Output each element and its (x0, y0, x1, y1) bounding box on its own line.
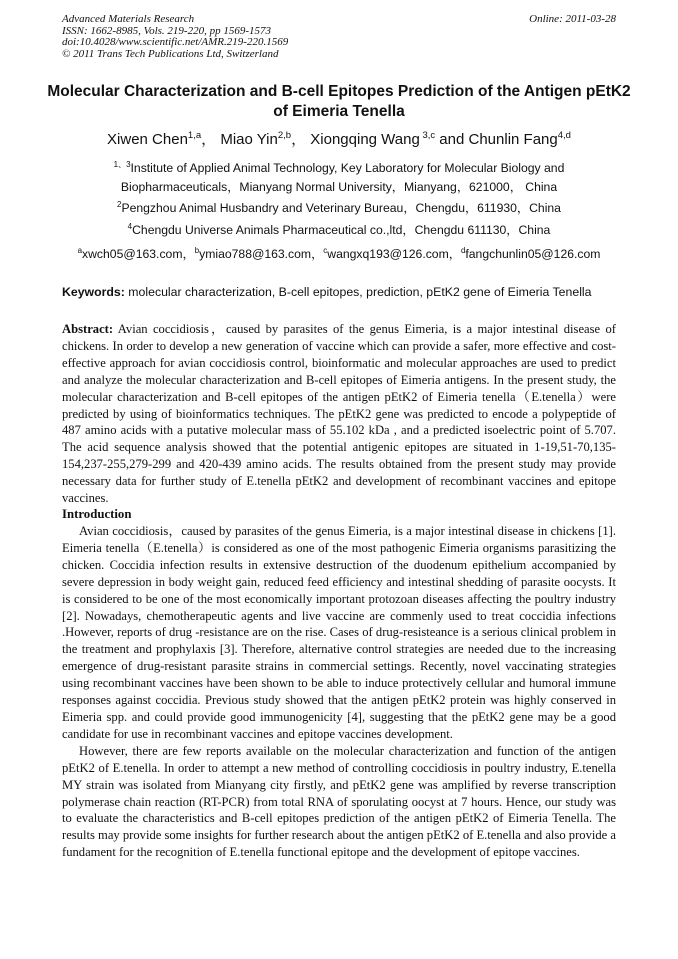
copyright-line: © 2011 Trans Tech Publications Ltd, Switzerland (62, 47, 279, 60)
affiliation-1 (40, 159, 638, 197)
online-date: Online: 2011-03-28 (529, 13, 616, 25)
paragraph: However, there are few reports available on the molecular characterization and function of the antigen pEtK2 of E.tenella. In order to attempt a new method of controlling coccidiosis in poultry industry, E.tenella MY strain was isolated from Mianyang city firstly, and pEtK2 gene was amplified by reverse transcription polymerase chain reaction (RT-PCR) from total RNA of sporulating oocyst at 7 hours. Hence, our study was to evaluate the characteristics and B-cell epitopes prediction of the antigen pEtK2 of Eimeria Tenella. The results may provide some insights for further research about the antigen pEtK2 of E.tenella and also provide a fundament for the recognition of E.tenella functional epitope and the development of epitope vaccines. (62, 743, 616, 860)
introduction-body (62, 523, 616, 861)
journal-name: Advanced Materials Research (62, 13, 195, 25)
email-address[interactable]: wangxq193@126.com， (327, 247, 461, 261)
author-name: Xiwen Chen (107, 131, 188, 148)
author-sep: ， (291, 131, 307, 148)
affiliation-text: Institute of Applied Animal Technology, Key Laboratory for Molecular Biology and (130, 161, 565, 175)
paper-title: Molecular Characterization and B-cell Epitopes Prediction of the Antigen pEtK2 of Eimeria Tenella (47, 83, 631, 120)
affiliation-2 (40, 199, 638, 218)
keywords-label: Keywords: (62, 285, 125, 299)
abstract-label: Abstract: (62, 322, 114, 336)
doi-line: doi:10.4028/www.scientific.net/AMR.219-220.1569 (62, 36, 289, 48)
affiliation-text: Biopharmaceuticals，Mianyang Normal University，Mianyang，621000， China (120, 180, 558, 194)
author-sep: ， (201, 131, 217, 148)
email-address[interactable]: ymiao788@163.com， (199, 247, 324, 261)
author-sup: 2,b (277, 130, 292, 141)
email-address[interactable]: xwch05@163.com， (82, 247, 195, 261)
author-sup: 4,d (557, 130, 571, 141)
email-sup: b (194, 246, 200, 255)
affiliation-text: Pengzhou Animal Husbandry and Veterinary Bureau，Chengdu，611930，China (121, 201, 561, 215)
author-sep: and (435, 131, 469, 148)
email-sup: d (460, 246, 466, 255)
author-list (40, 130, 638, 150)
affiliation-sup: 1、3 (113, 160, 131, 169)
author-name: Miao Yin (220, 131, 278, 148)
section-heading: Introduction (62, 507, 132, 521)
journal-header (62, 14, 616, 60)
issn-line: ISSN: 1662-8985, Vols. 219-220, pp 1569-1573 (62, 24, 271, 37)
keywords-text: molecular characterization, B-cell epitopes, prediction, pEtK2 gene of Eimeria Tenella (124, 285, 592, 299)
email-sup: a (77, 246, 83, 255)
affiliation-3 (40, 221, 638, 240)
author-sup: 1,a (187, 130, 202, 141)
email-address[interactable]: fangchunlin05@126.com (465, 247, 601, 261)
author-name: Xiongqing Wang (310, 131, 420, 148)
paragraph: Avian coccidiosis，caused by parasites of the genus Eimeria, is a major intestinal disease in chickens [1]. Eimeria tenella（E.tenella）is considered as one of the most pathogenic Eimeria organisms parasitizing the chicken. Coccidia infection results in extensive destruction of the duodenum epithelium accompanied by severe depression in body weight gain, reduced feed efficiency and intestinal shedding of parasite oocysts. It is considered to be one of the most economically important protozoan diseases affecting the poultry industry [2]. Nowadays, chemotherapeutic agents and live vaccine are commenly used to treat coccidia infections .However, reports of drug -resistance are on the rise. Cases of drug-resisteance is a serious clinical problem in the treatment and prophylaxis [3]. Therefore, alternative control strategies are needed due to the increasing emergence of drug-resistant parasite strains in commercial settings. Recently, novel vaccinating strategies using recombinant vaccines have been shown to be able to induce protectively cellular and humoral immune responses against coccidia. Previous study showed that the antigen pEtK2 protein was highly conserved in Eimeria spp. and could provide good immunogenicity [4], suggesting that the pEtK2 gene may be a good candidate for use in recombinant vaccines and epitope vaccines development. (62, 524, 616, 741)
author-sup: 3,c (419, 130, 436, 141)
keywords (62, 284, 616, 301)
affiliation-text: Chengdu Universe Animals Pharmaceutical co.,ltd，Chengdu 611130，China (132, 223, 551, 237)
email-sup: c (323, 246, 328, 255)
abstract-text: Avian coccidiosis，caused by parasites of the genus Eimeria, is a major intestinal disease of chickens. In order to develop a new generation of vaccine which can provide a safer, more effective and cost-effective approach for avian coccidiosis control, bioinformatic and molecular approaches are used to predict and analyze the molecular characterization and B-cell epitopes of Eimeria antigens. In the present study, the molecular characterization and B-cell epitopes of the antigen pEtK2 of Eimeria tenella（E.tenella）were predicted by using of bioinformatics techniques. The pEtK2 gene was predicted to encode a polypeptide of 487 amino acids with a putative molecular mass of 55.102 kDa , and a predicted isoelectric point of 5.707. The acid sequence analysis showed that the potential antigenic epitopes are situated in 1-19,51-70,135-154,237-255,279-299 and 420-439 amino acids. The results obtained from the present study may provide necessary data for further study of E.tenella pEtK2 and development of recombinant vaccines and epitope vaccines. (62, 322, 616, 506)
affiliation-sup: 4 (127, 222, 133, 231)
abstract (62, 321, 616, 507)
author-name: Chunlin Fang (468, 131, 558, 148)
email-list (40, 245, 638, 264)
affiliation-sup: 2 (117, 200, 122, 209)
